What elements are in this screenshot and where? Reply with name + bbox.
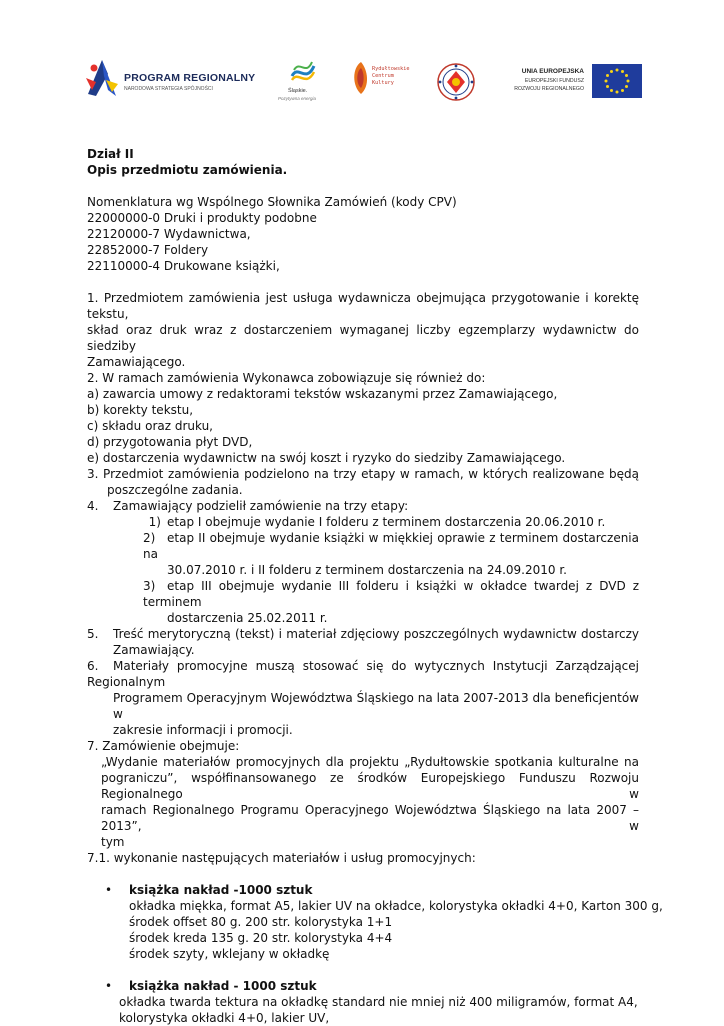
bullet-item [87,978,639,994]
paragraph-6-text: Materiały promocyjne muszą stosować się do wytycznych Instytucji Zarządzającej Regionalnym [87,659,639,689]
document-body [87,146,663,1026]
stage-item [87,530,639,562]
bullet-detail: środek szyty, wklejany w okładkę [129,947,330,961]
bullet-title: książka nakład -1000 sztuk [129,883,313,897]
paragraph-5-text: Zamawiający. [113,643,195,657]
section-heading: Opis przedmiotu zamówienia. [87,163,288,177]
slaskie-name: Śląskie. [288,88,308,94]
paragraph-7-line: pograniczu”, współfinansowanego ze środków Europejskiego Funduszu Rozwoju Regionalnego w [101,771,639,801]
eu-flag-icon [592,64,642,98]
paragraph-7-line: „Wydanie materiałów promocyjnych dla projektu „Rydułtowskie spotkania kulturalne na [101,755,639,769]
bullet-detail: okładka twarda tektura na okładkę standard nie mniej niż 400 miligramów, format A4, [119,995,638,1009]
stage-item [87,514,639,530]
slaskie-logo [278,58,328,104]
paragraph-1-line: skład oraz druk wraz z dostarczeniem wymaganej liczby egzemplarzy wydawnictw do siedziby [87,323,639,353]
stage-number: 2) [143,531,156,545]
paragraph-5 [87,626,639,642]
paragraph-6-text: Programem Operacyjnym Województwa Śląskiego na lata 2007-2013 dla beneficjentów w [113,691,639,721]
paragraph-2-item: a) zawarcia umowy z redaktorami tekstów wskazanymi przez Zamawiającego, [87,387,558,401]
paragraph-2-item: c) składu oraz druku, [87,419,213,433]
seal-icon [436,62,476,102]
paragraph-3-line: 3. Przedmiot zamówienia podzielono na trzy etapy w ramach, w których realizowane będą [87,467,639,481]
paragraph-2: 2. W ramach zamówienia Wykonawca zobowiązuje się również do: [87,371,486,385]
bullet-detail: środek offset 80 g. 200 str. kolorystyka 1+1 [129,915,393,929]
rck-logo [350,60,420,100]
paragraph-7: 7. Zamówienie obejmuje: [87,739,240,753]
cpv-code: 22852000-7 Foldery [87,243,209,257]
paragraph-2-item: d) przygotowania płyt DVD, [87,435,253,449]
bullet-detail: środek kreda 135 g. 20 str. kolorystyka 4+4 [129,931,393,945]
paragraph-3-line: poszczególne zadania. [107,483,243,497]
section-label: Dział II [87,147,134,161]
stage-continuation [87,562,639,578]
paragraph-7-1: 7.1. wykonanie następujących materiałów i usług promocyjnych: [87,851,476,865]
paragraph-5-number: 5. [87,627,99,641]
municipal-seal-logo [436,62,476,102]
paragraph-4-number: 4. [87,499,99,513]
program-regionalny-emblem-icon [82,56,122,100]
paragraph-6-continuation [87,690,639,722]
slaskie-slogan: Pozytywna energia [278,96,317,101]
paragraph-6-number: 6. [87,659,99,673]
stage-text: etap II obejmuje wydanie książki w miękkiej oprawie z terminem dostarczenia na [143,531,639,561]
eu-logo [496,64,642,98]
cpv-code: 22000000-0 Druki i produkty podobne [87,211,317,225]
bullet-title: książka nakład - 1000 sztuk [129,979,317,993]
paragraph-2-item: e) dostarczenia wydawnictw na swój koszt i ryzyko do siedziby Zamawiającego. [87,451,566,465]
stage-number: 1) [148,515,161,529]
eu-text [514,68,584,94]
paragraph-6-continuation [87,722,639,738]
bullet-item [87,882,639,898]
rck-line-2: Centrum [372,73,394,79]
bullet-icon: • [105,979,113,993]
program-regionalny-logo [82,56,262,100]
paragraph-1-line: Zamawiającego. [87,355,186,369]
program-subtitle: NARODOWA STRATEGIA SPÓJNOŚCI [124,86,213,92]
rck-line-1: Rydułtowskie [372,66,410,72]
slaskie-wave-icon [288,58,318,86]
bullet-icon: • [105,883,113,897]
paragraph-7-line: tym [101,835,125,849]
paragraph-7-line: ramach Regionalnego Programu Operacyjnego Województwa Śląskiego na lata 2007 – 2013”, w [101,803,639,833]
cpv-code: 22110000-4 Drukowane książki, [87,259,280,273]
stage-item [87,578,639,610]
rck-emblem-icon [350,60,372,96]
stage-text: dostarczenia 25.02.2011 r. [167,611,328,625]
paragraph-6 [87,658,639,690]
paragraph-4-text: Zamawiający podzielił zamówienie na trzy etapy: [113,499,409,513]
paragraph-5-continuation [87,642,639,658]
stage-text: etap III obejmuje wydanie III folderu i książki w okładce twardej z DVD z terminem [143,579,639,609]
paragraph-6-text: zakresie informacji i promocji. [113,723,293,737]
cpv-intro: Nomenklatura wg Wspólnego Słownika Zamówień (kody CPV) [87,195,457,209]
cpv-code: 22120000-7 Wydawnictwa, [87,227,251,241]
program-title: PROGRAM REGIONALNY [124,72,256,84]
stage-number: 3) [143,579,156,593]
stage-text: 30.07.2010 r. i II folderu z terminem dostarczenia na 24.09.2010 r. [167,563,567,577]
paragraph-4 [87,498,639,514]
eu-line-1: UNIA EUROPEJSKA [521,68,584,75]
rck-line-3: Kultury [372,80,394,86]
logo-header [82,56,642,104]
eu-line-3: ROZWOJU REGIONALNEGO [514,86,584,92]
paragraph-1-line: 1. Przedmiotem zamówienia jest usługa wydawnicza obejmująca przygotowanie i korektę tekstu, [87,291,639,321]
paragraph-5-text: Treść merytoryczną (tekst) i materiał zdjęciowy poszczególnych wydawnictw dostarczy [113,627,639,641]
bullet-detail: kolorystyka okładki 4+0, lakier UV, [119,1011,330,1025]
rck-name [372,66,409,87]
bullet-detail: okładka miękka, format A5, lakier UV na okładce, kolorystyka okładki 4+0, Karton 300 g, [129,899,663,913]
stage-text: etap I obejmuje wydanie I folderu z terminem dostarczenia 20.06.2010 r. [167,515,606,529]
paragraph-2-item: b) korekty tekstu, [87,403,194,417]
eu-line-2: EUROPEJSKI FUNDUSZ [524,77,584,84]
stage-continuation [87,610,639,626]
